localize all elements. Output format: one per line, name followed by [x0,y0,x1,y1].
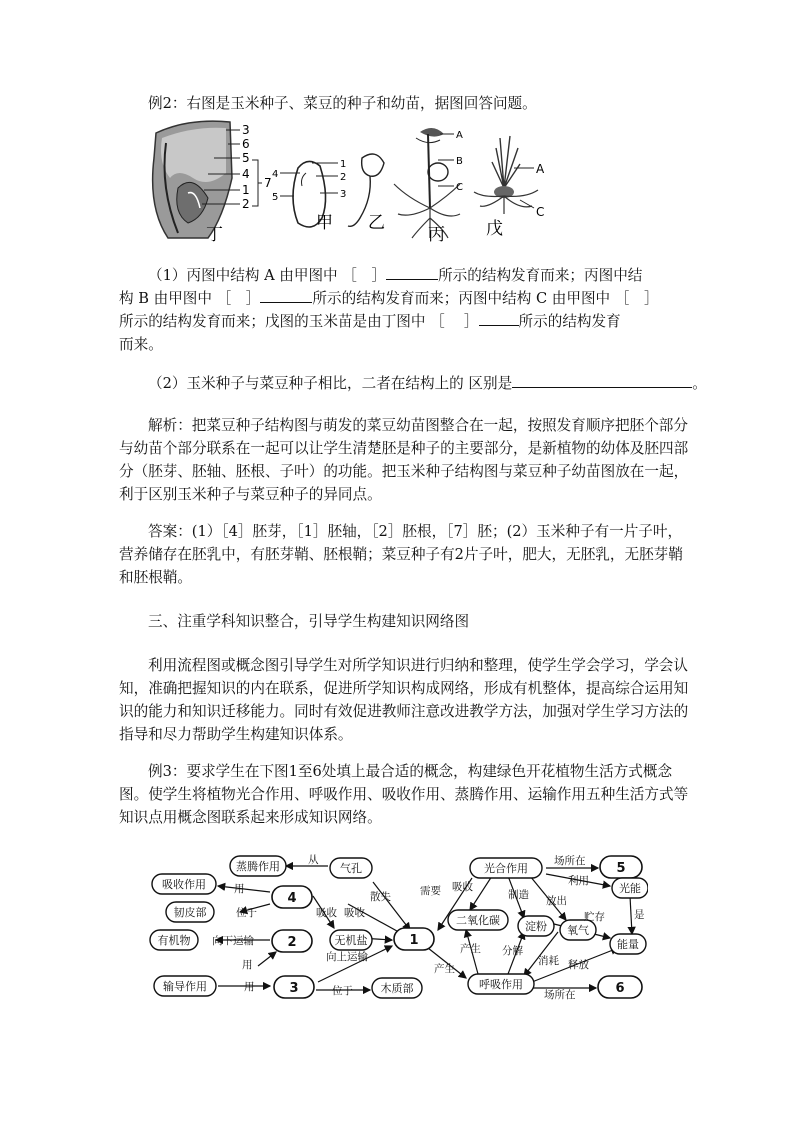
svg-text:2: 2 [287,935,297,950]
corn-number-1: 1 [242,183,250,197]
node-youjiwu [150,930,198,950]
blank-q1-a[interactable] [386,264,438,280]
node-huxi [468,974,534,994]
node-1 [394,928,434,950]
svg-text:能量: 能量 [617,938,639,951]
link-label-xiangxia: 向下运输 [212,935,254,947]
label-bing: 丙 [428,225,445,245]
corn-seedling-illustration [474,136,545,239]
node-3 [274,976,314,998]
node-xishou [152,874,216,894]
link-label-xuyao: 需要 [420,885,441,897]
link-label-shi: 是 [634,909,645,921]
node-5 [600,856,642,878]
svg-text:吸收作用: 吸收作用 [162,878,206,891]
blank-q1-d[interactable] [479,310,519,326]
svg-text:1: 1 [409,933,419,948]
link-label-zhizao: 制造 [508,889,529,901]
node-6 [598,976,642,998]
svg-text:有机物: 有机物 [157,934,191,947]
corn-number-7: 7 [264,176,272,190]
node-2 [272,930,312,952]
node-zhengteng [230,856,286,876]
node-shudao [154,976,216,996]
svg-text:二氧化碳: 二氧化碳 [456,914,500,927]
corn-kernel-illustration [153,121,272,245]
link-label-zhucun: 贮存 [584,911,605,923]
link-label-chansheng1: 产生 [434,963,455,975]
link-label-xiangshang: 向上运输 [326,951,368,963]
question-1: （1）丙图中结构 A 由甲图中 ［ ］ 所示的结构发育而来；丙图中结 构 B 由甲图中 ［ ］ 所示的结构发育而来；丙图中结构 C 由甲图中 ［ ］ 所示的结构发育而来；戊图的玉米苗是由丁图中 ［ ］ 所示的结构发育 而来。 [119,264,689,356]
svg-text:氧气: 氧气 [567,924,589,937]
node-muzhibu [372,978,422,998]
label-yi: 乙 [368,213,385,233]
bean-number-1: 1 [340,159,347,170]
answer-paragraph: 答案：(1）［4］胚芽，［1］胚轴，［2］胚根，［7］胚；(2）玉米种子有一片子叶，营养储存在胚乳中，有胚芽鞘、胚根鞘；菜豆种子有2片子叶，肥大，无胚乳，无胚芽鞘和胚根鞘。 [119,523,683,586]
bean-seedling-illustration [394,128,463,245]
link-line-sanshi [373,882,410,930]
link-label-xishou-b: 吸收 [344,907,365,919]
link-label-yong2: 用 [242,959,253,971]
analysis-paragraph: 解析：把菜豆种子结构图与萌发的菜豆幼苗图整合在一起，按照发育顺序把胚个部分与幼苗个部分联系在一起可以让学生清楚胚是种子的主要部分，是新植物的幼体及胚四部分（胚芽、胚轴、胚根、子叶）的功能。把玉米种子结构图与菜豆种子幼苗图放在一起，利于区别玉米种子与菜豆种子的异同点。 [119,417,689,503]
link-label-liyong: 利用 [568,875,589,887]
link-label-changsuo2: 场所在 [544,989,576,1001]
link-label-chansheng2: 产生 [460,943,481,955]
label-ding: 丁 [206,225,223,245]
link-label-xiaohao: 消耗 [538,955,559,967]
node-eryanghuatan [448,910,508,930]
question-2: （2）玉米种子与菜豆种子相比，二者在结构上的 区别是 。 [119,372,689,395]
node-guanghe [470,858,542,878]
node-dianfen [518,916,554,936]
section-3-heading: 三、注重学科知识整合，引导学生构建知识网络图 [148,613,470,630]
bean-number-5: 5 [272,192,279,203]
svg-text:6: 6 [615,981,625,996]
svg-text:气孔: 气孔 [340,862,362,875]
wu-letter-c: C [536,205,545,219]
svg-text:3: 3 [289,981,299,996]
link-line-yong2 [258,952,276,966]
node-guangneng [612,878,648,898]
blank-q1-b[interactable] [260,287,312,303]
link-label-shifang: 释放 [568,959,589,971]
link-label-fenjie: 分解 [502,945,523,957]
link-label-yong3: 用 [244,981,255,993]
link-label-weiyu2: 位于 [332,985,353,997]
svg-text:韧皮部: 韧皮部 [173,906,207,919]
bing-letter-b: B [456,156,463,167]
corn-number-5: 5 [242,151,250,165]
link-line-xishou-c [470,876,492,910]
node-renpibu [166,902,214,922]
svg-text:5: 5 [616,861,626,876]
link-label-sanshi: 散失 [370,891,391,903]
link-label-yong1: 用 [234,883,245,895]
seed-figure [148,118,568,246]
example2-title: 例2：右图是玉米种子、菜豆的种子和幼苗，据图回答问题。 [148,95,537,112]
label-wu: 戊 [486,219,503,239]
link-label-xishou-c: 吸收 [452,881,473,893]
node-wujiyan [330,930,372,950]
svg-text:光能: 光能 [619,882,641,895]
svg-text:呼吸作用: 呼吸作用 [479,978,523,991]
svg-text:蒸腾作用: 蒸腾作用 [236,860,280,873]
svg-text:淀粉: 淀粉 [525,920,547,933]
node-qikong [330,858,372,878]
link-label-xishou-a: 吸收 [316,907,337,919]
link-label-weiyu1: 位于 [236,907,257,919]
link-label-fangchu: 放出 [546,895,567,907]
link-label-changsuo1: 场所在 [554,855,586,867]
germinating-bean-illustration [348,154,385,233]
bean-number-2: 2 [340,172,347,183]
svg-text:4: 4 [287,891,297,906]
corn-number-6: 6 [242,137,250,151]
bean-number-3: 3 [340,189,347,200]
node-nengliang [610,934,646,954]
corn-number-2: 2 [242,197,250,211]
node-yangqi [560,920,596,940]
corn-number-4: 4 [242,167,250,181]
bean-seed-illustration [272,159,346,233]
link-label-cong: 从 [308,854,319,866]
bing-letter-a: A [456,130,463,141]
svg-text:输导作用: 输导作用 [163,980,207,993]
section-3-paragraph: 利用流程图或概念图引导学生对所学知识进行归纳和整理，使学生学会学习，学会认知，准确把握知识的内在联系，促进所学知识构成网络，形成有机整体，提高综合运用知识的能力和知识迁移能力。同时有效促进教师注意改进教学方法，加强对学生学习方法的指导和尽力帮助学生构建知识体系。 [119,657,689,743]
example3-paragraph: 例3：要求学生在下图1至6处填上最合适的概念，构建绿色开花植物生活方式概念图。使学生将植物光合作用、呼吸作用、吸收作用、蒸腾作用、运输作用五种生活方式等知识点用概念图联系起来形成知识网络。 [119,763,689,826]
wu-letter-a: A [536,162,545,176]
corn-number-3: 3 [242,123,250,137]
svg-text:光合作用: 光合作用 [484,862,528,875]
link-line-xiaohao [524,932,558,976]
svg-text:无机盐: 无机盐 [334,934,368,947]
bean-number-4: 4 [272,169,279,180]
svg-text:木质部: 木质部 [380,982,414,995]
node-4 [272,886,312,908]
concept-map [148,848,648,1008]
link-line-shi [630,896,632,934]
label-jia: 甲 [316,213,333,233]
bing-letter-c: C [456,182,463,193]
blank-q2[interactable] [512,372,692,388]
